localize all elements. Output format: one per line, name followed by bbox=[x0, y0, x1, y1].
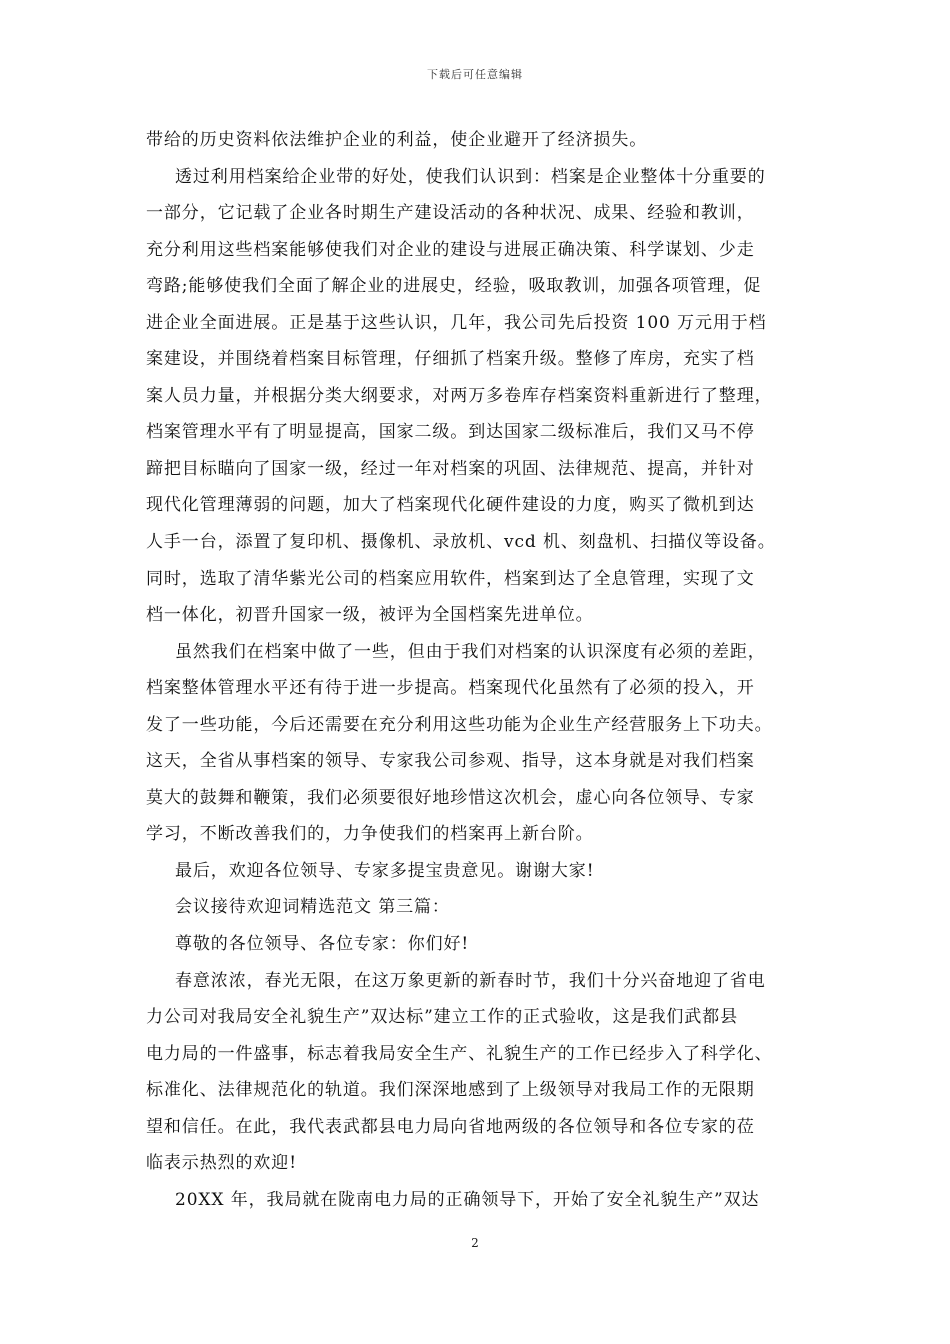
text-line: 案人员力量，并根据分类大纲要求，对两万多卷库存档案资料重新进行了整理， bbox=[146, 385, 773, 406]
text-line: 一部分，它记载了企业各时期生产建设活动的各种状况、成果、经验和教训， bbox=[146, 203, 755, 224]
text-line: 同时，选取了清华紫光公司的档案应用软件，档案到达了全息管理，实现了文 bbox=[146, 568, 755, 589]
page-number: 2 bbox=[471, 1236, 479, 1250]
text-line: 标准化、法律规范化的轨道。我们深深地感到了上级领导对我局工作的无限期 bbox=[146, 1080, 755, 1101]
text-line: 电力局的一件盛事，标志着我局安全生产、礼貌生产的工作已经步入了科学化、 bbox=[146, 1043, 773, 1064]
text-line: 现代化管理薄弱的问题，加大了档案现代化硬件建设的力度，购买了微机到达 bbox=[146, 495, 755, 516]
text-line: 临表示热烈的欢迎! bbox=[146, 1153, 297, 1174]
text-line: 案建设，并围绕着档案目标管理，仔细抓了档案升级。整修了库房，充实了档 bbox=[146, 349, 755, 370]
text-line: 进企业全面进展。正是基于这些认识，几年，我公司先后投资 100 万元用于档 bbox=[146, 312, 767, 333]
text-line: 学习，不断改善我们的，力争使我们的档案再上新台阶。 bbox=[146, 824, 594, 845]
text-line: 档案管理水平有了明显提高，国家二级。到达国家二级标准后，我们又马不停 bbox=[146, 422, 755, 443]
document-body bbox=[146, 122, 818, 1218]
text-line: 弯路;能够使我们全面了解企业的进展史，经验，吸取教训，加强各项管理，促 bbox=[146, 276, 762, 297]
text-line: 充分利用这些档案能够使我们对企业的建设与进展正确决策、科学谋划、少走 bbox=[146, 239, 755, 260]
text-line: 蹄把目标瞄向了国家一级，经过一年对档案的巩固、法律规范、提高，并针对 bbox=[146, 458, 755, 479]
text-line: 最后，欢迎各位领导、专家多提宝贵意见。谢谢大家! bbox=[175, 860, 595, 881]
text-line: 春意浓浓，春光无限，在这万象更新的新春时节，我们十分兴奋地迎了省电 bbox=[175, 970, 766, 991]
text-line: 力公司对我局安全礼貌生产”双达标”建立工作的正式验收，这是我们武都县 bbox=[146, 1007, 738, 1028]
text-line: 虽然我们在档案中做了一些，但由于我们对档案的认识深度有必须的差距， bbox=[175, 641, 766, 662]
text-line: 尊敬的各位领导、各位专家：你们好! bbox=[175, 934, 470, 955]
text-line: 20XX 年，我局就在陇南电力局的正确领导下，开始了安全礼貌生产”双达 bbox=[175, 1189, 760, 1210]
text-line: 望和信任。在此，我代表武都县电力局向省地两级的各位领导和各位专家的莅 bbox=[146, 1116, 755, 1137]
text-line: 莫大的鼓舞和鞭策，我们必须要很好地珍惜这次机会，虚心向各位领导、专家 bbox=[146, 787, 755, 808]
page-header-note: 下载后可任意编辑 bbox=[427, 68, 523, 81]
text-line: 透过利用档案给企业带的好处，使我们认识到：档案是企业整体十分重要的 bbox=[175, 166, 766, 187]
text-line: 这天，全省从事档案的领导、专家我公司参观、指导，这本身就是对我们档案 bbox=[146, 751, 755, 772]
text-line: 档一体化，初晋升国家一级，被评为全国档案先进单位。 bbox=[146, 605, 594, 626]
text-line: 带给的历史资料依法维护企业的利益，使企业避开了经济损失。 bbox=[146, 130, 648, 150]
text-line: 人手一台，添置了复印机、摄像机、录放机、vcd 机、刻盘机、扫描仪等设备。 bbox=[146, 532, 776, 553]
text-line: 档案整体管理水平还有待于进一步提高。档案现代化虽然有了必须的投入，开 bbox=[146, 678, 755, 699]
text-line: 会议接待欢迎词精选范文 第三篇： bbox=[175, 897, 450, 918]
text-line: 发了一些功能，今后还需要在充分利用这些功能为企业生产经营服务上下功夫。 bbox=[146, 714, 773, 735]
